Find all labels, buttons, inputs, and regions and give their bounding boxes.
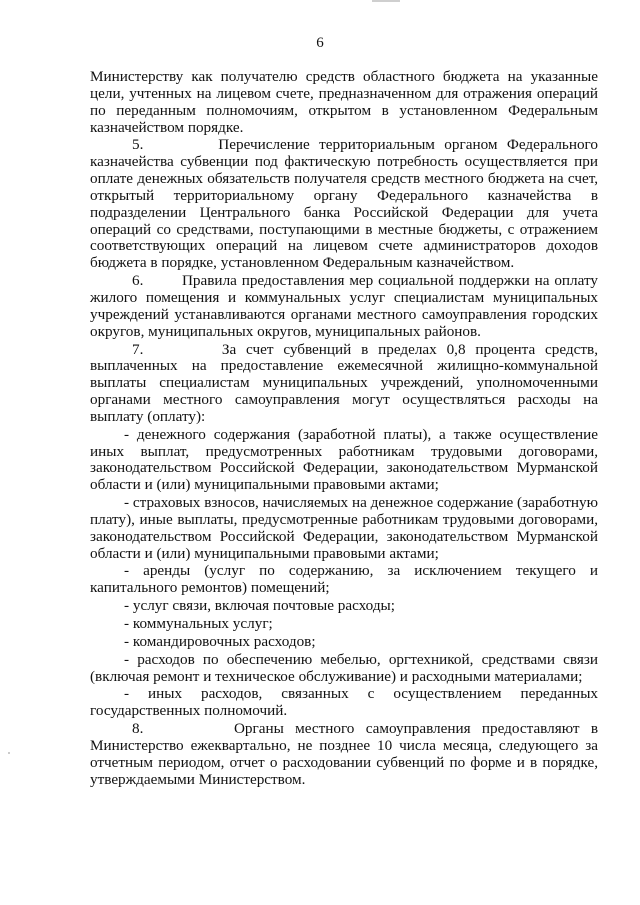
list-item-other: - иных расходов, связанных с осуществлением переданных государственных полномочий.: [90, 685, 598, 720]
paragraph-5: 5. Перечисление территориальным органом Федерального казначейства субвенции под фактическую потребность осуществляется при оплате денежных обязательств получателя средств местного бюджета на счет, открытый территориальному органу Федерального казначейства в подразделении Центрального банка Российской Федерации для учета операций со средствами, поступающими в местные бюджеты, с отражением соответствующих операций на лицевом счете администраторов доходов бюджета в порядке, установленном Федеральным казначейством.: [90, 136, 598, 272]
document-body: [90, 69, 598, 789]
list-item-equipment: - расходов по обеспечению мебелью, оргтехникой, средствами связи (включая ремонт и техническое обслуживание) и расходными материалами;: [90, 650, 598, 685]
top-edge-mark: [372, 0, 400, 2]
list-item-rent: - аренды (услуг по содержанию, за исключением текущего и капитального ремонтов) помещений;: [90, 562, 598, 597]
list-item-travel: - командировочных расходов;: [124, 632, 316, 650]
list-item-communication: - услуг связи, включая почтовые расходы;: [124, 597, 395, 615]
page-number: 6: [316, 35, 324, 51]
paragraph-continuation: Министерству как получателю средств областного бюджета на указанные цели, учтенных на лицевом счете, предназначенном для отражения операций по переданным полномочиям, открытом в установленном Федеральным казначейством порядке.: [90, 68, 598, 136]
paragraph-8: 8. Органы местного самоуправления предоставляют в Министерство ежеквартально, не позднее 10 числа месяца, следующего за отчетным периодом, отчет о расходовании субвенций по форме и в порядке, утверждаемыми Министерством.: [90, 720, 598, 788]
list-item-utilities: - коммунальных услуг;: [124, 615, 273, 632]
list-item-salary: - денежного содержания (заработной платы), а также осуществление иных выплат, предусмотренных работникам трудовыми договорами, законодательством Российской Федерации, законодательством Мурманской области и (или) муниципальными правовыми актами;: [90, 425, 598, 494]
paragraph-6: 6. Правила предоставления мер социальной поддержки на оплату жилого помещения и коммунальных услуг специалистам муниципальных учреждений устанавливаются органами местного самоуправления городских округов, муниципальных округов, муниципальных районов.: [90, 272, 598, 340]
margin-speck: [8, 752, 10, 754]
paragraph-7: 7. За счет субвенций в пределах 0,8 процента средств, выплаченных на предоставление ежемесячной жилищно-коммунальной выплаты специалистам муниципальных учреждений, уполномоченными органами местного самоуправления могут осуществляться расходы на выплату (оплату):: [90, 340, 598, 425]
list-item-insurance: - страховых взносов, начисляемых на денежное содержание (заработную плату), иные выплаты, предусмотренные работникам трудовыми договорами, законодательством Российской Федерации, законодательством Мурманской области и (или) муниципальными правовыми актами;: [90, 494, 598, 562]
